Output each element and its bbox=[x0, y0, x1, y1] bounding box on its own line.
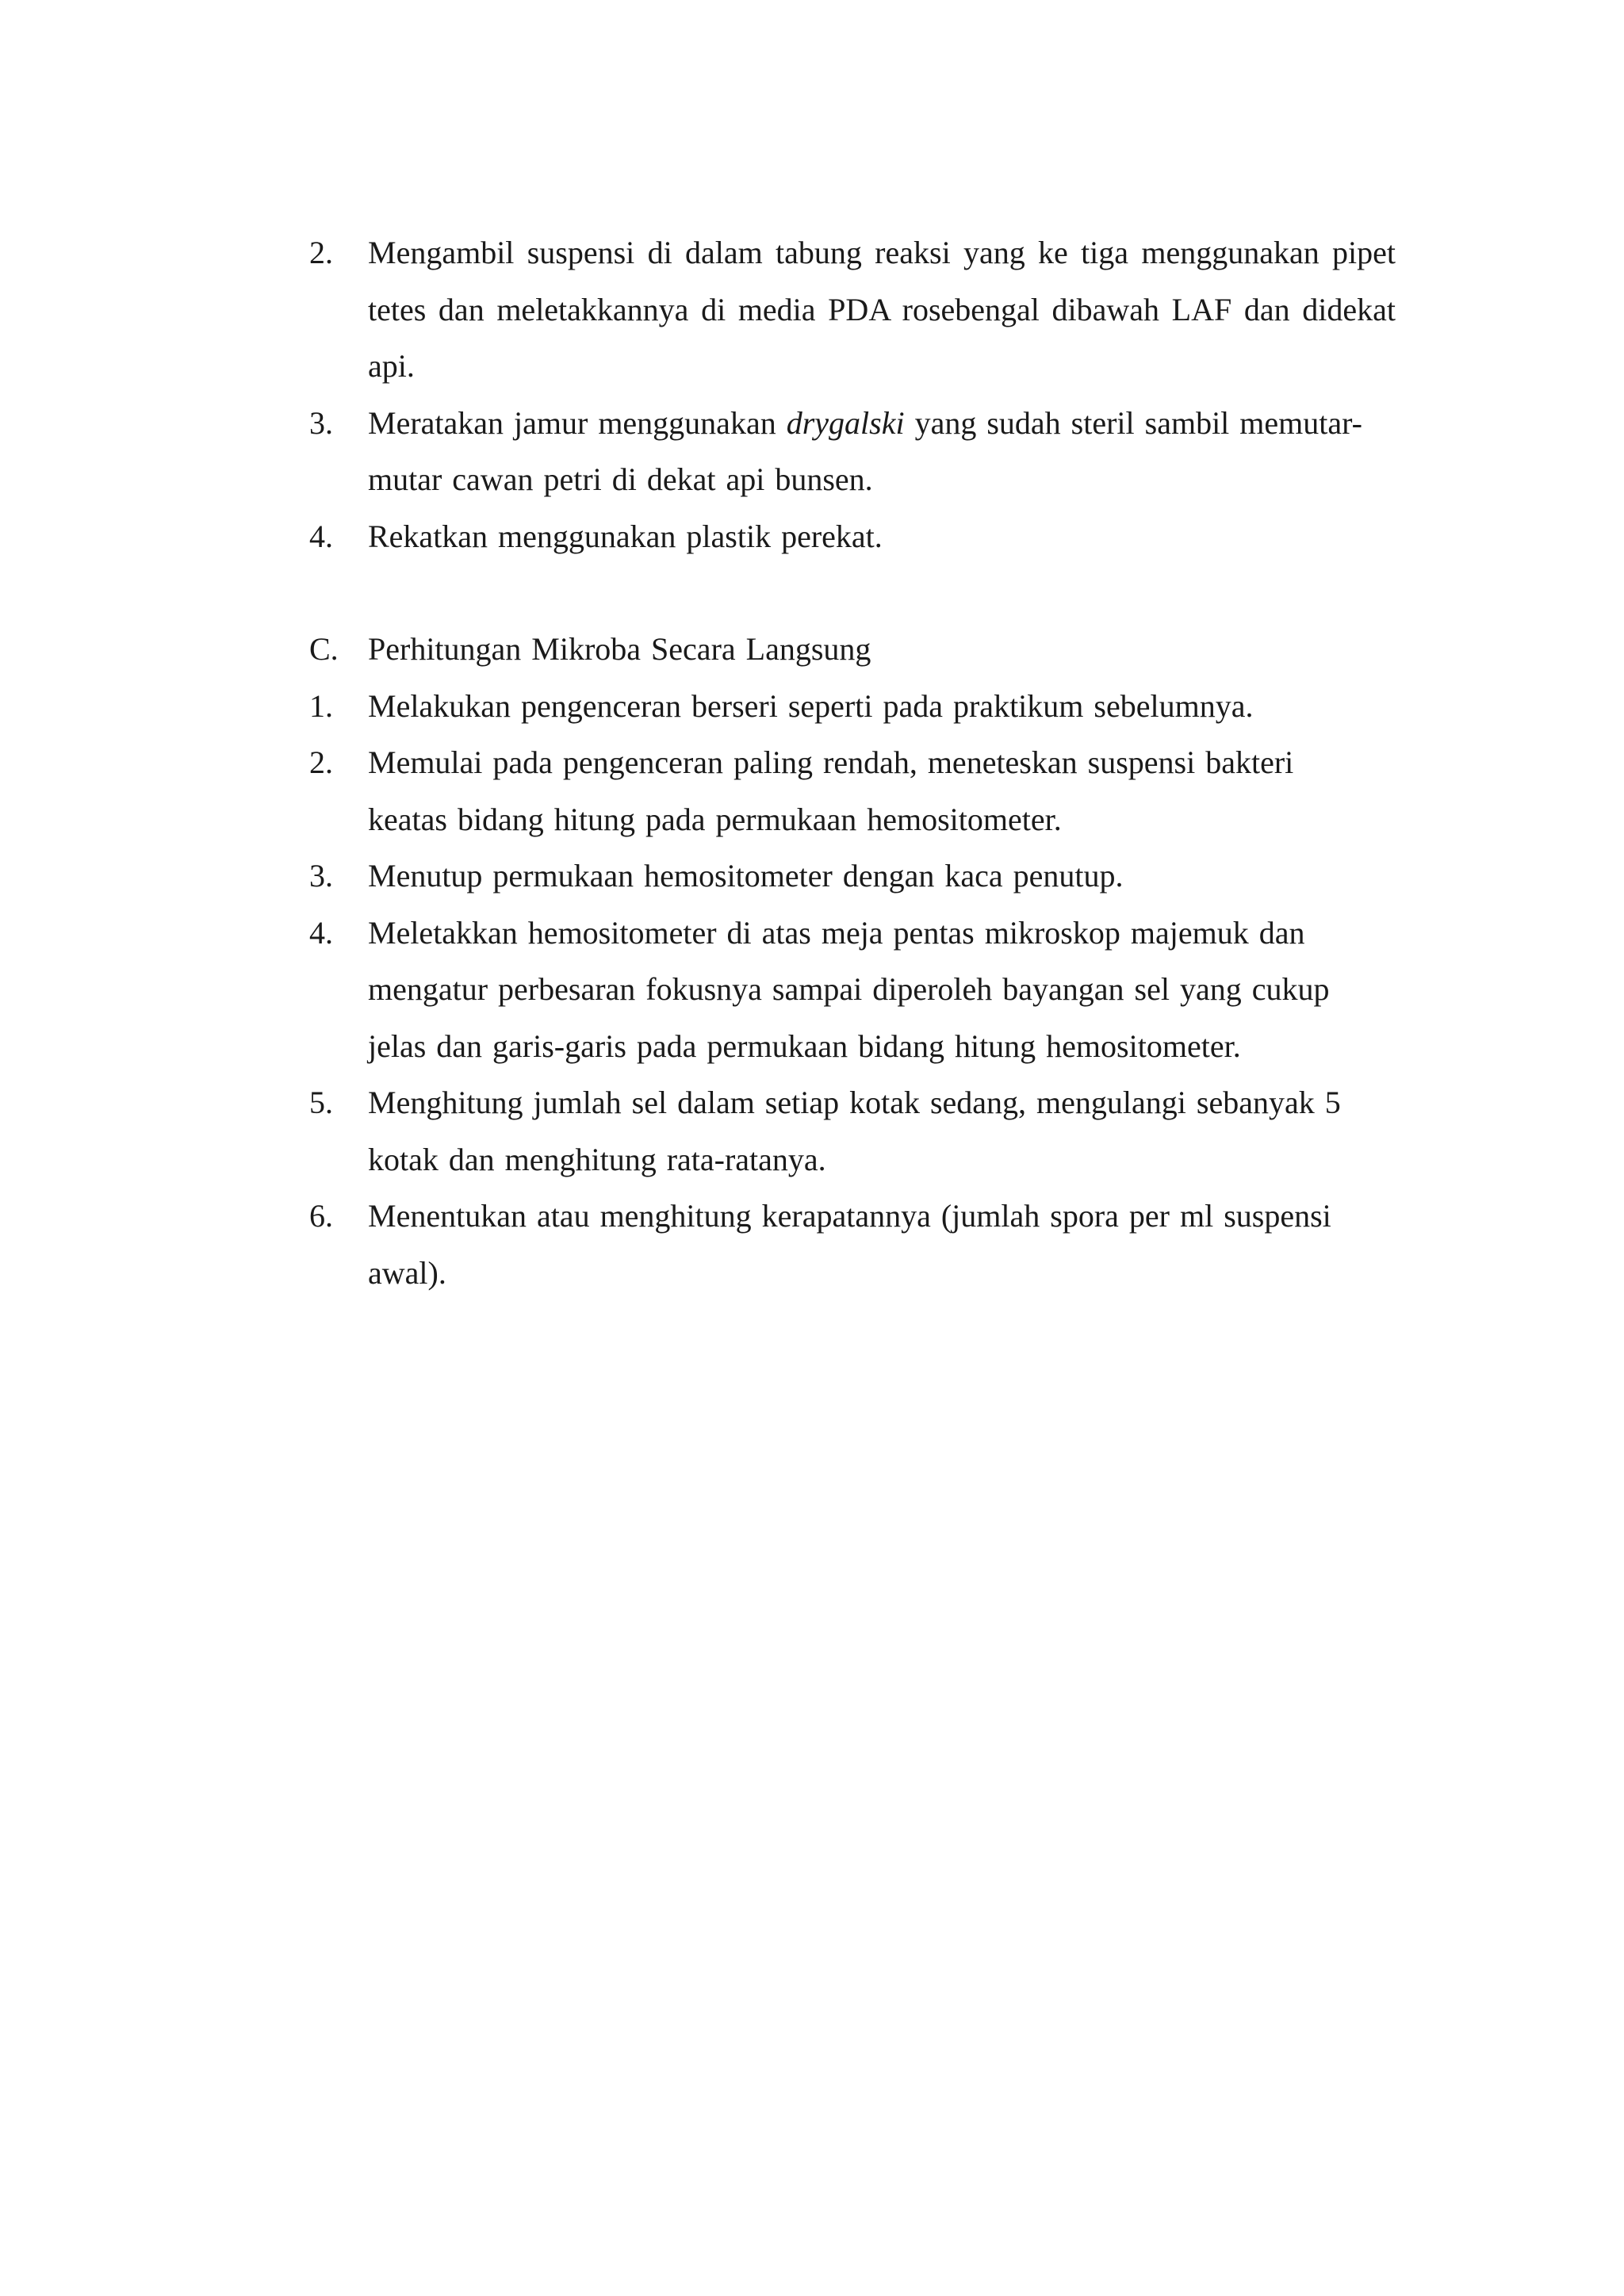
list-item-b-3 bbox=[309, 395, 1396, 508]
text-line: Melakukan pengenceran berseri seperti pada praktikum sebelumnya. bbox=[368, 687, 1254, 724]
list-item-text bbox=[368, 678, 1396, 735]
list-item-number: 3. bbox=[309, 858, 333, 894]
text-segment-plain: yang sudah steril sambil memutar- bbox=[904, 404, 1362, 441]
list-item-text bbox=[368, 1188, 1396, 1301]
text-line: Menghitung jumlah sel dalam setiap kotak sedang, mengulangi sebanyak 5 bbox=[368, 1085, 1341, 1120]
list-item-c-4 bbox=[309, 905, 1396, 1075]
section-heading-c bbox=[309, 621, 1396, 678]
list-item-number: 2. bbox=[309, 235, 333, 270]
list-item-number: 3. bbox=[309, 404, 333, 441]
italic-term: drygalski bbox=[786, 404, 905, 441]
list-item-number: 4. bbox=[309, 518, 333, 554]
list-item-b-2 bbox=[309, 224, 1396, 395]
text-line: Menutup permukaan hemositometer dengan kaca penutup. bbox=[368, 858, 1124, 894]
list-item-number: 1. bbox=[309, 687, 333, 724]
text-line: mutar cawan petri di dekat api bunsen. bbox=[368, 461, 873, 497]
list-item-c-2 bbox=[309, 734, 1396, 848]
text-line: Rekatkan menggunakan plastik perekat. bbox=[368, 518, 883, 554]
list-item-number: 2. bbox=[309, 744, 333, 780]
list-item-c-5 bbox=[309, 1074, 1396, 1188]
text-line: kotak dan menghitung rata-ratanya. bbox=[368, 1141, 826, 1177]
list-item-text bbox=[368, 395, 1396, 508]
text-line: Meletakkan hemositometer di atas meja pentas mikroskop majemuk dan bbox=[368, 914, 1305, 951]
list-item-number: 5. bbox=[309, 1085, 333, 1120]
list-item-b-4 bbox=[309, 508, 1396, 565]
list-item-number: 4. bbox=[309, 914, 333, 951]
list-item-c-6 bbox=[309, 1188, 1396, 1301]
text-line: mengatur perbesaran fokusnya sampai diperoleh bayangan sel yang cukup bbox=[368, 971, 1330, 1007]
text-line: api. bbox=[368, 348, 415, 384]
text-line: tetes dan meletakkannya di media PDA rosebengal dibawah LAF dan didekat bbox=[368, 291, 1396, 327]
text-line: Mengambil suspensi di dalam tabung reaksi yang ke tiga menggunakan pipet bbox=[368, 235, 1396, 270]
section-letter: C. bbox=[309, 631, 339, 667]
text-line: jelas dan garis-garis pada permukaan bidang hitung hemositometer. bbox=[368, 1027, 1241, 1064]
text-line: Menentukan atau menghitung kerapatannya (jumlah spora per ml suspensi bbox=[368, 1198, 1331, 1234]
list-item-text bbox=[368, 734, 1396, 848]
list-item-text bbox=[368, 508, 1396, 565]
section-title: Perhitungan Mikroba Secara Langsung bbox=[368, 631, 871, 667]
list-item-text bbox=[368, 224, 1396, 395]
text-line: awal). bbox=[368, 1254, 446, 1291]
text-segment bbox=[368, 395, 1362, 452]
list-item-text bbox=[368, 905, 1396, 1075]
list-item-c-3 bbox=[309, 848, 1396, 905]
text-segment-plain: Meratakan jamur menggunakan bbox=[368, 404, 787, 441]
page-content bbox=[309, 224, 1396, 1301]
list-item-text bbox=[368, 1074, 1396, 1188]
text-line: Memulai pada pengenceran paling rendah, meneteskan suspensi bakteri bbox=[368, 744, 1294, 780]
section-spacer bbox=[309, 564, 1396, 621]
text-line: keatas bidang hitung pada permukaan hemositometer. bbox=[368, 801, 1062, 837]
list-item-number: 6. bbox=[309, 1198, 333, 1234]
list-item-text bbox=[368, 848, 1396, 905]
text-line bbox=[368, 395, 1396, 452]
list-item-c-1 bbox=[309, 678, 1396, 735]
